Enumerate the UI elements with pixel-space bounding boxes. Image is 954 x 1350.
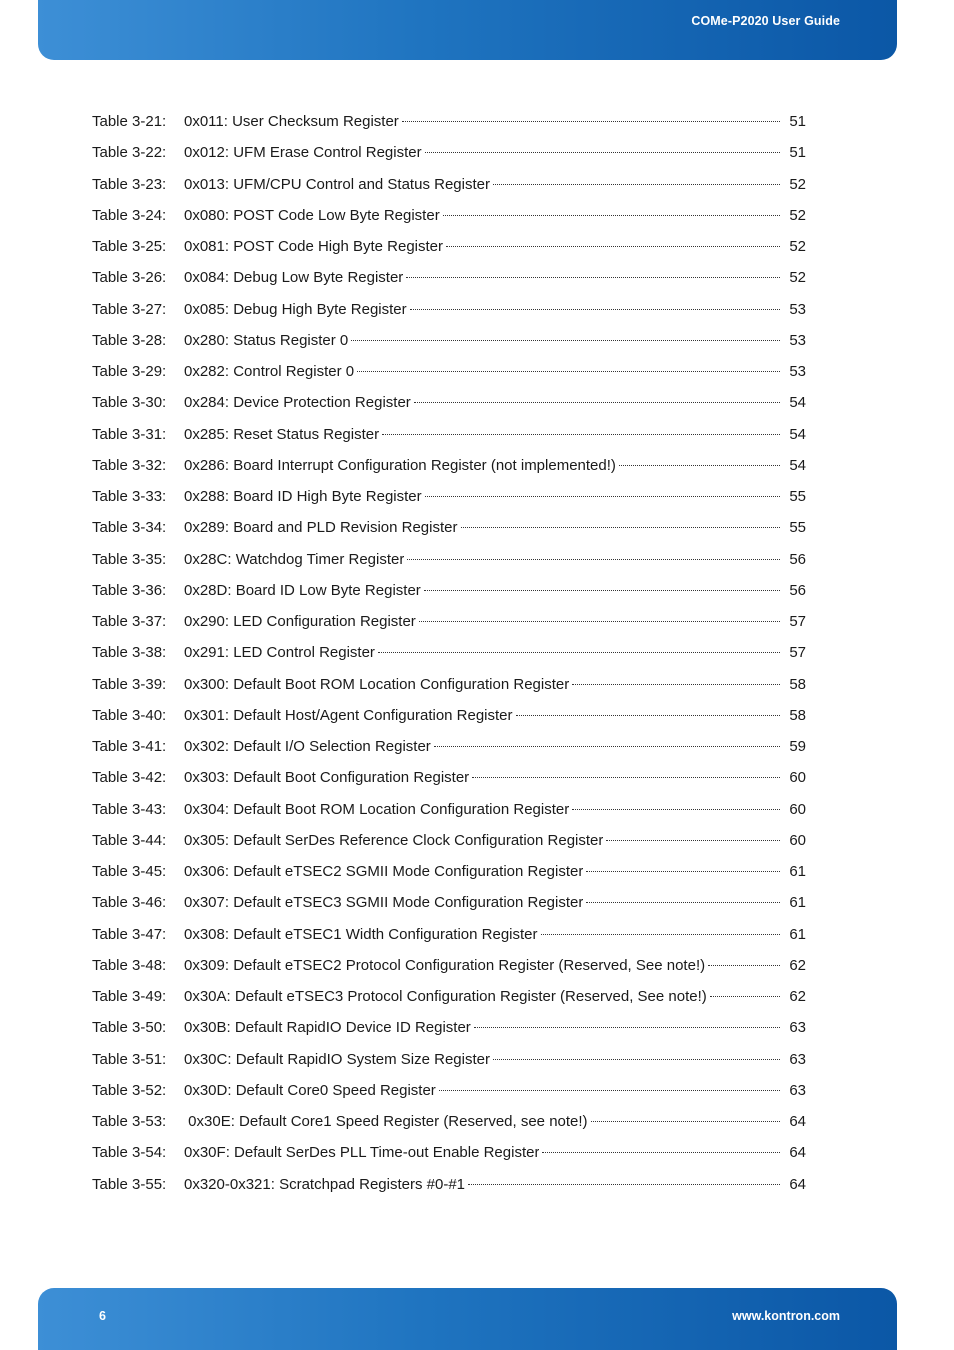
dot-leader	[468, 1183, 780, 1185]
page-footer	[38, 1288, 897, 1350]
toc-entry-label: Table 3-36:	[92, 581, 167, 599]
dot-leader	[351, 339, 780, 341]
toc-entry-page: 51	[789, 113, 806, 130]
dot-leader	[472, 776, 780, 778]
dot-leader	[425, 151, 780, 153]
toc-entry[interactable]	[92, 356, 806, 387]
toc-entry-page: 57	[789, 644, 806, 662]
dot-leader	[591, 1120, 780, 1122]
toc-entry-page: 61	[789, 863, 806, 880]
toc-entry[interactable]	[92, 669, 806, 700]
toc-entry[interactable]	[92, 1012, 806, 1043]
dot-leader	[493, 183, 780, 185]
toc-entry-page: 63	[789, 1019, 806, 1037]
toc-entry[interactable]	[92, 200, 806, 231]
website-link[interactable]: www.kontron.com	[732, 1309, 840, 1323]
toc-entry-label: Table 3-34:	[92, 519, 167, 537]
toc-entry-label: Table 3-33:	[92, 488, 167, 505]
toc-entry-page: 62	[789, 956, 806, 974]
toc-entry-page: 57	[789, 613, 806, 630]
toc-entry[interactable]	[92, 731, 806, 762]
toc-entry[interactable]	[92, 981, 806, 1012]
toc-entry[interactable]	[92, 919, 806, 950]
dot-leader	[586, 870, 780, 872]
dot-leader	[572, 683, 780, 685]
toc-entry-label: Table 3-53:	[92, 1113, 167, 1130]
toc-entry-label: Table 3-47:	[92, 925, 167, 943]
dot-leader	[378, 651, 780, 653]
toc-entry-page: 61	[789, 894, 806, 912]
toc-entry-label: Table 3-38:	[92, 644, 167, 662]
toc-entry-page: 54	[789, 456, 806, 474]
toc-entry-label: Table 3-23:	[92, 175, 167, 193]
toc-entry-label: Table 3-51:	[92, 1050, 167, 1068]
toc-entry-title: 0x280: Status Register 0	[184, 331, 349, 349]
toc-entry-label: Table 3-40:	[92, 706, 167, 724]
toc-entry-label: Table 3-37:	[92, 613, 167, 630]
toc-entry-label: Table 3-46:	[92, 894, 167, 912]
toc-entry-title: 0x290: LED Configuration Register	[184, 613, 416, 630]
toc-entry-title: 0x30F: Default SerDes PLL Time-out Enable Register	[184, 1144, 540, 1162]
toc-entry-title: 0x306: Default eTSEC2 SGMII Mode Configuration Register	[184, 863, 584, 880]
toc-entry-label: Table 3-39:	[92, 675, 167, 693]
dot-leader	[572, 808, 780, 810]
toc-entry-label: Table 3-41:	[92, 738, 167, 755]
toc-entry[interactable]	[92, 419, 806, 450]
toc-entry[interactable]	[92, 137, 806, 168]
dot-leader	[461, 526, 781, 528]
toc-entry[interactable]	[92, 1169, 806, 1200]
toc-entry-title: 0x304: Default Boot ROM Location Configuration Register	[184, 800, 570, 818]
toc-entry-title: 0x28C: Watchdog Timer Register	[184, 550, 405, 568]
toc-entry-title: 0x302: Default I/O Selection Register	[184, 738, 431, 755]
dot-leader	[406, 276, 780, 278]
toc-entry-page: 64	[789, 1175, 806, 1193]
toc-entry-label: Table 3-32:	[92, 456, 167, 474]
toc-entry[interactable]	[92, 1106, 806, 1137]
dot-leader	[541, 933, 780, 935]
toc-entry-page: 55	[789, 519, 806, 537]
toc-entry-title: 0x307: Default eTSEC3 SGMII Mode Configuration Register	[184, 894, 584, 912]
toc-entry-page: 51	[789, 144, 806, 162]
toc-entry-title: 0x309: Default eTSEC2 Protocol Configuration Register (Reserved, See note!)	[184, 956, 706, 974]
toc-entry[interactable]	[92, 262, 806, 293]
table-of-contents	[92, 106, 806, 1200]
toc-entry-page: 58	[789, 675, 806, 693]
toc-entry-title: 0x284: Device Protection Register	[184, 394, 411, 412]
toc-entry-page: 53	[789, 331, 806, 349]
toc-entry-label: Table 3-52:	[92, 1081, 167, 1099]
toc-entry[interactable]	[92, 169, 806, 200]
toc-entry-label: Table 3-28:	[92, 331, 167, 349]
toc-entry-label: Table 3-31:	[92, 425, 167, 443]
toc-entry-label: Table 3-45:	[92, 863, 167, 880]
dot-leader	[474, 1026, 780, 1028]
toc-entry-title: 0x305: Default SerDes Reference Clock Configuration Register	[184, 831, 604, 849]
dot-leader	[542, 1151, 780, 1153]
toc-entry-title: 0x011: User Checksum Register	[184, 113, 399, 130]
toc-entry-title: 0x289: Board and PLD Revision Register	[184, 519, 458, 537]
toc-entry-page: 64	[789, 1144, 806, 1162]
toc-entry-label: Table 3-29:	[92, 363, 167, 380]
toc-entry-title: 0x081: POST Code High Byte Register	[184, 238, 444, 255]
toc-entry-page: 59	[789, 738, 806, 755]
dot-leader	[586, 901, 780, 903]
toc-entry[interactable]	[92, 450, 806, 481]
toc-entry-page: 52	[789, 206, 806, 224]
toc-entry-page: 63	[789, 1081, 806, 1099]
page-header	[38, 0, 897, 60]
toc-entry[interactable]	[92, 544, 806, 575]
toc-entry-page: 52	[789, 269, 806, 287]
toc-entry[interactable]	[92, 856, 806, 887]
dot-leader	[407, 558, 780, 560]
toc-entry-label: Table 3-35:	[92, 550, 167, 568]
toc-entry-page: 53	[789, 363, 806, 380]
dot-leader	[419, 620, 780, 622]
toc-entry[interactable]	[92, 637, 806, 668]
dot-leader	[414, 401, 780, 403]
toc-entry-title: 0x285: Reset Status Register	[184, 425, 380, 443]
toc-entry-page: 56	[789, 581, 806, 599]
toc-entry-label: Table 3-48:	[92, 956, 167, 974]
dot-leader	[402, 120, 780, 122]
toc-entry-page: 64	[789, 1113, 806, 1130]
toc-entry-page: 55	[789, 488, 806, 505]
toc-entry-label: Table 3-25:	[92, 238, 167, 255]
toc-entry-title: 0x30D: Default Core0 Speed Register	[184, 1081, 436, 1099]
toc-entry-label: Table 3-30:	[92, 394, 167, 412]
toc-entry[interactable]	[92, 1137, 806, 1168]
toc-entry[interactable]	[92, 794, 806, 825]
toc-entry-page: 60	[789, 831, 806, 849]
toc-entry-title: 0x080: POST Code Low Byte Register	[184, 206, 440, 224]
dot-leader	[446, 245, 780, 247]
toc-entry-label: Table 3-43:	[92, 800, 167, 818]
toc-entry-title: 0x30E: Default Core1 Speed Register (Reserved, see note!)	[184, 1113, 588, 1130]
toc-entry[interactable]	[92, 481, 806, 512]
toc-entry-page: 62	[789, 988, 806, 1005]
toc-entry[interactable]	[92, 1075, 806, 1106]
toc-entry[interactable]	[92, 700, 806, 731]
dot-leader	[357, 370, 780, 372]
toc-entry-title: 0x282: Control Register 0	[184, 363, 355, 380]
toc-entry-title: 0x30C: Default RapidIO System Size Register	[184, 1050, 490, 1068]
toc-entry-page: 52	[789, 238, 806, 255]
toc-entry-title: 0x012: UFM Erase Control Register	[184, 144, 422, 162]
toc-entry[interactable]	[92, 325, 806, 356]
dot-leader	[493, 1058, 780, 1060]
toc-entry[interactable]	[92, 231, 806, 262]
dot-leader	[425, 495, 780, 497]
toc-entry-label: Table 3-54:	[92, 1144, 167, 1162]
toc-entry-page: 58	[789, 706, 806, 724]
toc-entry-title: 0x300: Default Boot ROM Location Configuration Register	[184, 675, 570, 693]
page-number: 6	[99, 1309, 106, 1323]
toc-entry-label: Table 3-26:	[92, 269, 167, 287]
toc-entry-label: Table 3-42:	[92, 769, 167, 787]
document-title: COMe-P2020 User Guide	[691, 14, 840, 28]
toc-entry-page: 63	[789, 1050, 806, 1068]
toc-entry[interactable]	[92, 762, 806, 793]
toc-entry-label: Table 3-24:	[92, 206, 167, 224]
toc-entry-label: Table 3-21:	[92, 113, 167, 130]
toc-entry-title: 0x288: Board ID High Byte Register	[184, 488, 422, 505]
dot-leader	[443, 214, 780, 216]
toc-entry-title: 0x084: Debug Low Byte Register	[184, 269, 404, 287]
toc-entry-page: 54	[789, 394, 806, 412]
dot-leader	[619, 464, 780, 466]
toc-entry-label: Table 3-27:	[92, 300, 167, 318]
dot-leader	[516, 714, 780, 716]
toc-entry-title: 0x30B: Default RapidIO Device ID Register	[184, 1019, 471, 1037]
toc-entry[interactable]	[92, 1044, 806, 1075]
toc-entry-title: 0x30A: Default eTSEC3 Protocol Configuration Register (Reserved, See note!)	[184, 988, 707, 1005]
toc-entry-title: 0x303: Default Boot Configuration Register	[184, 769, 470, 787]
dot-leader	[606, 839, 780, 841]
toc-entry-page: 52	[789, 175, 806, 193]
toc-entry-title: 0x320-0x321: Scratchpad Registers #0-#1	[184, 1175, 466, 1193]
toc-entry[interactable]	[92, 512, 806, 543]
dot-leader	[434, 745, 780, 747]
toc-entry-title: 0x286: Board Interrupt Configuration Register (not implemented!)	[184, 456, 616, 474]
toc-entry[interactable]	[92, 950, 806, 981]
dot-leader	[439, 1089, 780, 1091]
toc-entry-page: 60	[789, 769, 806, 787]
toc-entry-title: 0x28D: Board ID Low Byte Register	[184, 581, 421, 599]
toc-entry-label: Table 3-55:	[92, 1175, 167, 1193]
toc-entry[interactable]	[92, 825, 806, 856]
toc-entry-title: 0x301: Default Host/Agent Configuration Register	[184, 706, 513, 724]
toc-entry-label: Table 3-49:	[92, 988, 167, 1005]
toc-entry-page: 60	[789, 800, 806, 818]
dot-leader	[382, 433, 780, 435]
dot-leader	[708, 964, 780, 966]
toc-entry[interactable]	[92, 294, 806, 325]
toc-entry-page: 56	[789, 550, 806, 568]
toc-entry-title: 0x013: UFM/CPU Control and Status Register	[184, 175, 490, 193]
dot-leader	[424, 589, 780, 591]
dot-leader	[410, 308, 780, 310]
toc-entry-label: Table 3-22:	[92, 144, 167, 162]
toc-entry-label: Table 3-44:	[92, 831, 167, 849]
toc-entry-page: 54	[789, 425, 806, 443]
toc-entry[interactable]	[92, 606, 806, 637]
toc-entry[interactable]	[92, 575, 806, 606]
toc-entry-page: 53	[789, 300, 806, 318]
dot-leader	[710, 995, 780, 997]
toc-entry-label: Table 3-50:	[92, 1019, 167, 1037]
toc-entry[interactable]	[92, 387, 806, 418]
toc-entry-page: 61	[789, 925, 806, 943]
toc-entry-title: 0x085: Debug High Byte Register	[184, 300, 407, 318]
toc-entry-title: 0x291: LED Control Register	[184, 644, 375, 662]
toc-entry[interactable]	[92, 106, 806, 137]
toc-entry-title: 0x308: Default eTSEC1 Width Configuration Register	[184, 925, 538, 943]
toc-entry[interactable]	[92, 887, 806, 918]
